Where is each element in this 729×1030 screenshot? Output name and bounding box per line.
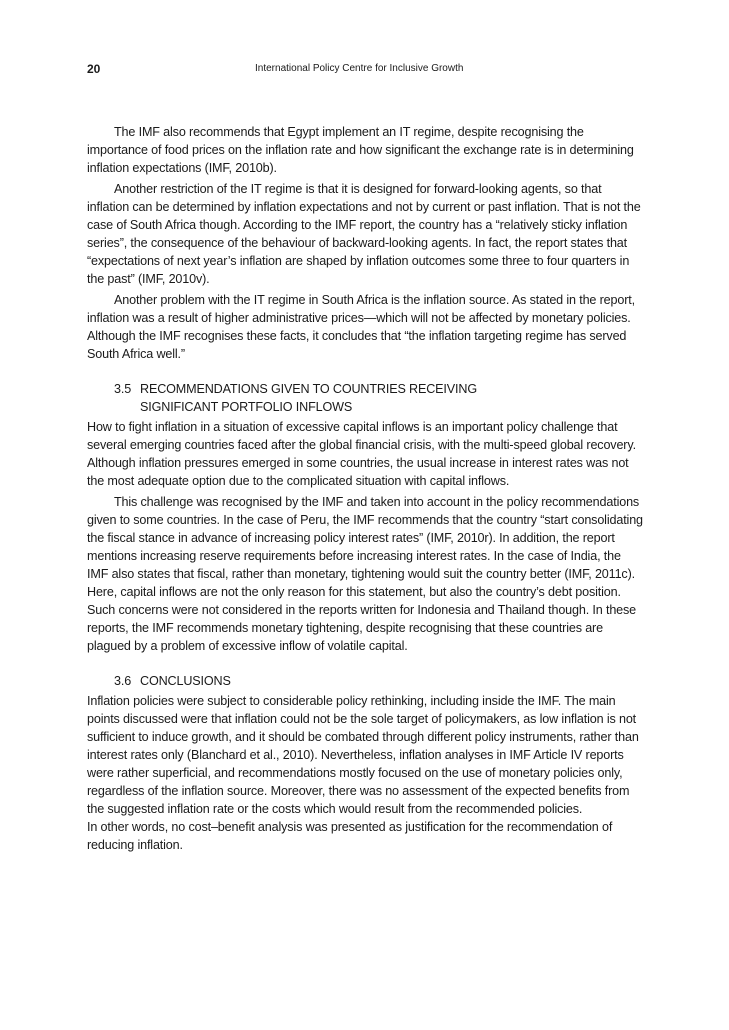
section-number: 3.6	[114, 674, 132, 688]
page-header	[87, 61, 642, 77]
body-text	[87, 123, 643, 857]
page-number: 20	[87, 62, 101, 76]
paragraph: This challenge was recognised by the IMF and taken into account in the policy recommendations given to some countries. In the case of Peru, the IMF recommends that the country “start consolidating the fiscal stance in advance of increasing policy interest rates” (IMF, 2010r). In addition, the report mentions increasing reserve requirements before increasing interest rates. In the case of India, the IMF also states that fiscal, rather than monetary, tightening would suit the country better (IMF, 2011c). Here, capital inflows are not the only reason for this statement, but also the country’s debt position. Such concerns were not considered in the reports written for Indonesia and Thailand though. In these reports, the IMF recommends monetary tightening, despite recognising that these countries are plagued by a problem of excessive inflow of volatile capital.	[87, 495, 643, 653]
section-heading-3-5	[114, 380, 643, 416]
paragraph: In other words, no cost–benefit analysis was presented as justification for the recommendation of reducing inflation.	[87, 820, 613, 852]
paragraph: Inflation policies were subject to considerable policy rethinking, including inside the IMF. The main points discussed were that inflation could not be the sole target of policymakers, as low inflation is not sufficient to induce growth, and it should be combated through different policy instruments, rather than interest rates only (Blanchard et al., 2010). Nevertheless, inflation analyses in IMF Article IV reports were rather superficial, and recommendations mostly focused on the use of monetary policies only, regardless of the inflation source. Moreover, there was no assessment of the expected benefits from the suggested inflation rate or the costs which would result from the recommended policies.	[87, 694, 639, 816]
running-head: International Policy Centre for Inclusive Growth	[255, 63, 464, 74]
section-number: 3.5	[114, 382, 132, 396]
paragraph: Another restriction of the IT regime is that it is designed for forward-looking agents, so that inflation can be determined by inflation expectations and not by current or past inflation. That is not the case of South Africa though. According to the IMF report, the country has a “relatively sticky inflation series”, the consequence of the behaviour of backward-looking agents. In fact, the report states that “expectations of next year’s inflation are shaped by inflation outcomes some three to four quarters in the past” (IMF, 2010v).	[87, 182, 641, 286]
section-title: CONCLUSIONS	[140, 674, 231, 688]
paragraph: Another problem with the IT regime in South Africa is the inflation source. As stated in the report, inflation was a result of higher administrative prices—which will not be affected by monetary policies. Although the IMF recognises these facts, it concludes that “the inflation targeting regime has served South Africa well.”	[87, 293, 635, 361]
section-title-line1: RECOMMENDATIONS GIVEN TO COUNTRIES RECEIVING	[140, 382, 477, 396]
section-title-line2: SIGNIFICANT PORTFOLIO INFLOWS	[140, 400, 353, 414]
section-heading-3-6	[114, 672, 643, 690]
paragraph: The IMF also recommends that Egypt implement an IT regime, despite recognising the importance of food prices on the inflation rate and how significant the exchange rate is in determining inflation expectations (IMF, 2010b).	[87, 125, 634, 175]
paragraph: How to fight inflation in a situation of excessive capital inflows is an important policy challenge that several emerging countries faced after the global financial crisis, with the multi-speed global recovery. Although inflation pressures emerged in some countries, the usual increase in interest rates was not the most adequate option due to the complicated situation with capital inflows.	[87, 420, 636, 488]
